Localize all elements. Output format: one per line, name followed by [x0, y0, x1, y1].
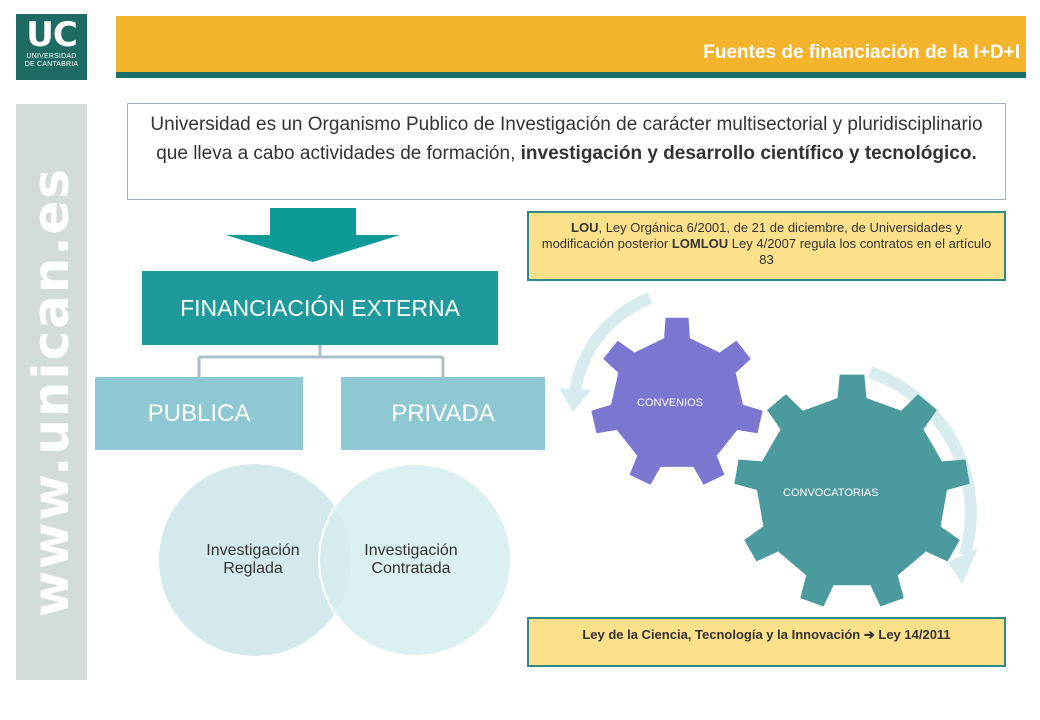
- arrow-right-icon: ➔: [863, 627, 875, 642]
- sidebar-url: www.unican.es: [22, 166, 80, 618]
- lou-bold: LOU: [571, 220, 599, 235]
- page-title: Fuentes de financiación de la I+D+I: [703, 42, 1020, 63]
- lou-text-1: , Ley Orgánica 6/2001, de 21 de diciembre, de Universidades y modificación posterior: [541, 220, 962, 251]
- lomlou-bold: LOMLOU: [671, 236, 729, 251]
- gear-label-convenios: CONVENIOS: [637, 397, 704, 409]
- label-investigacion-reglada: Investigación Reglada: [206, 542, 300, 577]
- financiacion-externa-box: FINANCIACIÓN EXTERNA: [142, 271, 498, 345]
- ley-text-right: Ley 14/2011: [878, 627, 951, 642]
- intro-text: Universidad es un Organismo Publico de Investigación de carácter multisectorial y pluridisciplinario que lleva a cabo actividades de formación,: [150, 114, 983, 164]
- lou-text-2: Ley 4/2007 regula los contratos en el artículo 83: [731, 236, 992, 267]
- logo-line-2: DE CANTABRIA: [24, 61, 79, 68]
- intro-bold-text: investigación y desarrollo científico y tecnológico.: [520, 143, 977, 164]
- label-investigacion-contratada: Investigación Contratada: [364, 542, 458, 577]
- ley-text-left: Ley de la Ciencia, Tecnología y la Innovación: [582, 627, 861, 642]
- logo-mark: UC: [26, 15, 77, 55]
- lou-note-box: [527, 211, 1006, 281]
- gear-label-convocatorias: CONVOCATORIAS: [783, 487, 879, 499]
- ley-ciencia-note-box: [527, 617, 1006, 667]
- hierarchy-connector: [199, 345, 443, 377]
- cycle-arrow-left-head: [559, 388, 591, 412]
- down-arrow-icon: [226, 208, 400, 262]
- privada-box: PRIVADA: [341, 377, 545, 450]
- logo-line-1: UNIVERSIDAD: [26, 53, 77, 60]
- publica-box: PUBLICA: [95, 377, 303, 450]
